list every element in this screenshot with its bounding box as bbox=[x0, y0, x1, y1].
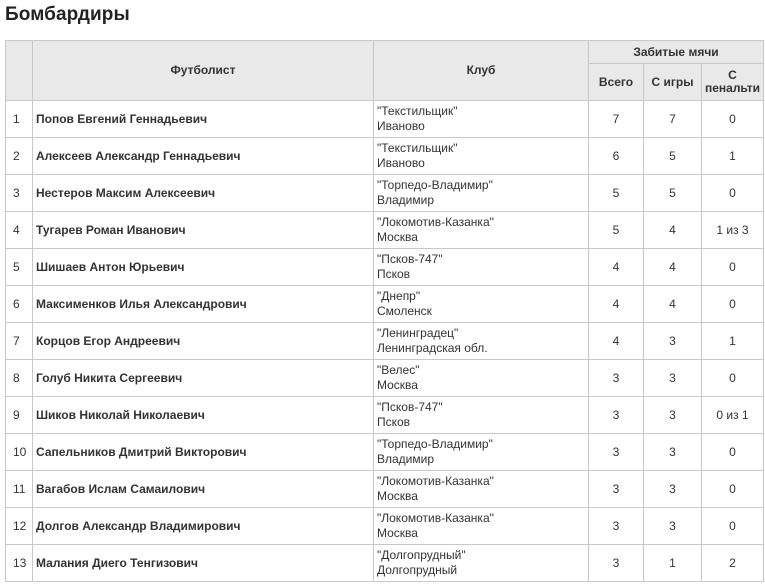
table-row bbox=[6, 101, 764, 138]
goals-from-play-cell: 1 bbox=[644, 545, 702, 582]
table-row bbox=[6, 508, 764, 545]
header-penalty: С пенальти bbox=[702, 64, 764, 101]
club-city: Смоленск bbox=[377, 304, 432, 318]
goals-total-cell: 3 bbox=[589, 397, 644, 434]
player-name-cell: Сапельников Дмитрий Викторович bbox=[33, 434, 374, 471]
goals-from-play-cell: 5 bbox=[644, 175, 702, 212]
goals-total-cell: 6 bbox=[589, 138, 644, 175]
club-cell bbox=[374, 212, 589, 249]
goals-total-cell: 3 bbox=[589, 434, 644, 471]
club-cell bbox=[374, 175, 589, 212]
goals-penalty-cell: 1 bbox=[702, 138, 764, 175]
player-name-cell: Алексеев Александр Геннадьевич bbox=[33, 138, 374, 175]
club-city: Иваново bbox=[377, 119, 425, 133]
table-header bbox=[6, 41, 764, 101]
club-name: "Текстильщик" bbox=[377, 104, 458, 118]
goals-total-cell: 7 bbox=[589, 101, 644, 138]
goals-penalty-cell: 1 из 3 bbox=[702, 212, 764, 249]
header-total: Всего bbox=[589, 64, 644, 101]
club-city: Москва bbox=[377, 378, 418, 392]
goals-from-play-cell: 3 bbox=[644, 323, 702, 360]
goals-from-play-cell: 4 bbox=[644, 249, 702, 286]
club-name: "Днепр" bbox=[377, 289, 421, 303]
rank-cell: 8 bbox=[6, 360, 33, 397]
rank-cell: 13 bbox=[6, 545, 33, 582]
club-name: "Локомотив-Казанка" bbox=[377, 511, 494, 525]
goals-penalty-cell: 0 bbox=[702, 175, 764, 212]
rank-cell: 9 bbox=[6, 397, 33, 434]
scorers-table bbox=[5, 40, 764, 582]
club-name: "Псков-747" bbox=[377, 252, 443, 266]
club-city: Москва bbox=[377, 526, 418, 540]
goals-from-play-cell: 3 bbox=[644, 434, 702, 471]
club-name: "Локомотив-Казанка" bbox=[377, 215, 494, 229]
table-row bbox=[6, 249, 764, 286]
header-goals-group: Забитые мячи bbox=[589, 41, 764, 64]
rank-cell: 3 bbox=[6, 175, 33, 212]
club-cell bbox=[374, 138, 589, 175]
header-from-play: С игры bbox=[644, 64, 702, 101]
table-row bbox=[6, 397, 764, 434]
table-row bbox=[6, 545, 764, 582]
club-name: "Ленинградец" bbox=[377, 326, 459, 340]
club-cell bbox=[374, 545, 589, 582]
rank-cell: 11 bbox=[6, 471, 33, 508]
player-name-cell: Вагабов Ислам Самаилович bbox=[33, 471, 374, 508]
goals-penalty-cell: 0 bbox=[702, 101, 764, 138]
goals-total-cell: 3 bbox=[589, 545, 644, 582]
club-city: Москва bbox=[377, 489, 418, 503]
club-name: "Велес" bbox=[377, 363, 420, 377]
player-name-cell: Долгов Александр Владимирович bbox=[33, 508, 374, 545]
goals-from-play-cell: 3 bbox=[644, 397, 702, 434]
goals-total-cell: 3 bbox=[589, 508, 644, 545]
club-cell bbox=[374, 471, 589, 508]
player-name-cell: Шишаев Антон Юрьевич bbox=[33, 249, 374, 286]
header-row-group bbox=[6, 41, 764, 64]
club-cell bbox=[374, 286, 589, 323]
club-name: "Торпедо-Владимир" bbox=[377, 178, 493, 192]
club-cell bbox=[374, 397, 589, 434]
table-row bbox=[6, 360, 764, 397]
player-name-cell: Голуб Никита Сергеевич bbox=[33, 360, 374, 397]
rank-cell: 2 bbox=[6, 138, 33, 175]
goals-total-cell: 5 bbox=[589, 175, 644, 212]
club-cell bbox=[374, 101, 589, 138]
goals-from-play-cell: 5 bbox=[644, 138, 702, 175]
goals-penalty-cell: 0 bbox=[702, 249, 764, 286]
goals-total-cell: 4 bbox=[589, 323, 644, 360]
rank-cell: 5 bbox=[6, 249, 33, 286]
club-city: Псков bbox=[377, 415, 411, 429]
header-player: Футболист bbox=[33, 41, 374, 101]
player-name-cell: Малания Диего Тенгизович bbox=[33, 545, 374, 582]
goals-total-cell: 4 bbox=[589, 286, 644, 323]
club-cell bbox=[374, 323, 589, 360]
table-row bbox=[6, 175, 764, 212]
club-city: Владимир bbox=[377, 193, 435, 207]
club-city: Долгопрудный bbox=[377, 563, 458, 577]
table-row bbox=[6, 286, 764, 323]
goals-penalty-cell: 2 bbox=[702, 545, 764, 582]
goals-penalty-cell: 0 bbox=[702, 471, 764, 508]
club-name: "Торпедо-Владимир" bbox=[377, 437, 493, 451]
player-name-cell: Шиков Николай Николаевич bbox=[33, 397, 374, 434]
rank-cell: 6 bbox=[6, 286, 33, 323]
page-title: Бомбардиры bbox=[5, 4, 130, 25]
player-name-cell: Максименков Илья Александрович bbox=[33, 286, 374, 323]
goals-penalty-cell: 0 bbox=[702, 360, 764, 397]
club-city: Владимир bbox=[377, 452, 435, 466]
club-name: "Псков-747" bbox=[377, 400, 443, 414]
goals-from-play-cell: 4 bbox=[644, 286, 702, 323]
table-row bbox=[6, 434, 764, 471]
goals-penalty-cell: 0 из 1 bbox=[702, 397, 764, 434]
rank-cell: 7 bbox=[6, 323, 33, 360]
club-name: "Локомотив-Казанка" bbox=[377, 474, 494, 488]
goals-from-play-cell: 4 bbox=[644, 212, 702, 249]
club-cell bbox=[374, 360, 589, 397]
goals-penalty-cell: 0 bbox=[702, 434, 764, 471]
table-row bbox=[6, 471, 764, 508]
goals-from-play-cell: 3 bbox=[644, 360, 702, 397]
club-city: Иваново bbox=[377, 156, 425, 170]
table-body bbox=[6, 101, 764, 582]
goals-penalty-cell: 0 bbox=[702, 286, 764, 323]
header-club: Клуб bbox=[374, 41, 589, 101]
table-row bbox=[6, 323, 764, 360]
goals-total-cell: 4 bbox=[589, 249, 644, 286]
goals-total-cell: 5 bbox=[589, 212, 644, 249]
player-name-cell: Тугарев Роман Иванович bbox=[33, 212, 374, 249]
table-row bbox=[6, 138, 764, 175]
player-name-cell: Корцов Егор Андреевич bbox=[33, 323, 374, 360]
rank-cell: 1 bbox=[6, 101, 33, 138]
table-row bbox=[6, 212, 764, 249]
rank-cell: 12 bbox=[6, 508, 33, 545]
club-cell bbox=[374, 249, 589, 286]
goals-from-play-cell: 3 bbox=[644, 471, 702, 508]
goals-total-cell: 3 bbox=[589, 471, 644, 508]
club-name: "Долгопрудный" bbox=[377, 548, 466, 562]
club-city: Псков bbox=[377, 267, 411, 281]
player-name-cell: Нестеров Максим Алексеевич bbox=[33, 175, 374, 212]
rank-cell: 10 bbox=[6, 434, 33, 471]
club-city: Москва bbox=[377, 230, 418, 244]
club-city: Ленинградская обл. bbox=[377, 341, 488, 355]
rank-cell: 4 bbox=[6, 212, 33, 249]
goals-penalty-cell: 1 bbox=[702, 323, 764, 360]
club-name: "Текстильщик" bbox=[377, 141, 458, 155]
goals-total-cell: 3 bbox=[589, 360, 644, 397]
header-number bbox=[6, 41, 33, 101]
goals-from-play-cell: 7 bbox=[644, 101, 702, 138]
goals-from-play-cell: 3 bbox=[644, 508, 702, 545]
club-cell bbox=[374, 434, 589, 471]
goals-penalty-cell: 0 bbox=[702, 508, 764, 545]
club-cell bbox=[374, 508, 589, 545]
player-name-cell: Попов Евгений Геннадьевич bbox=[33, 101, 374, 138]
